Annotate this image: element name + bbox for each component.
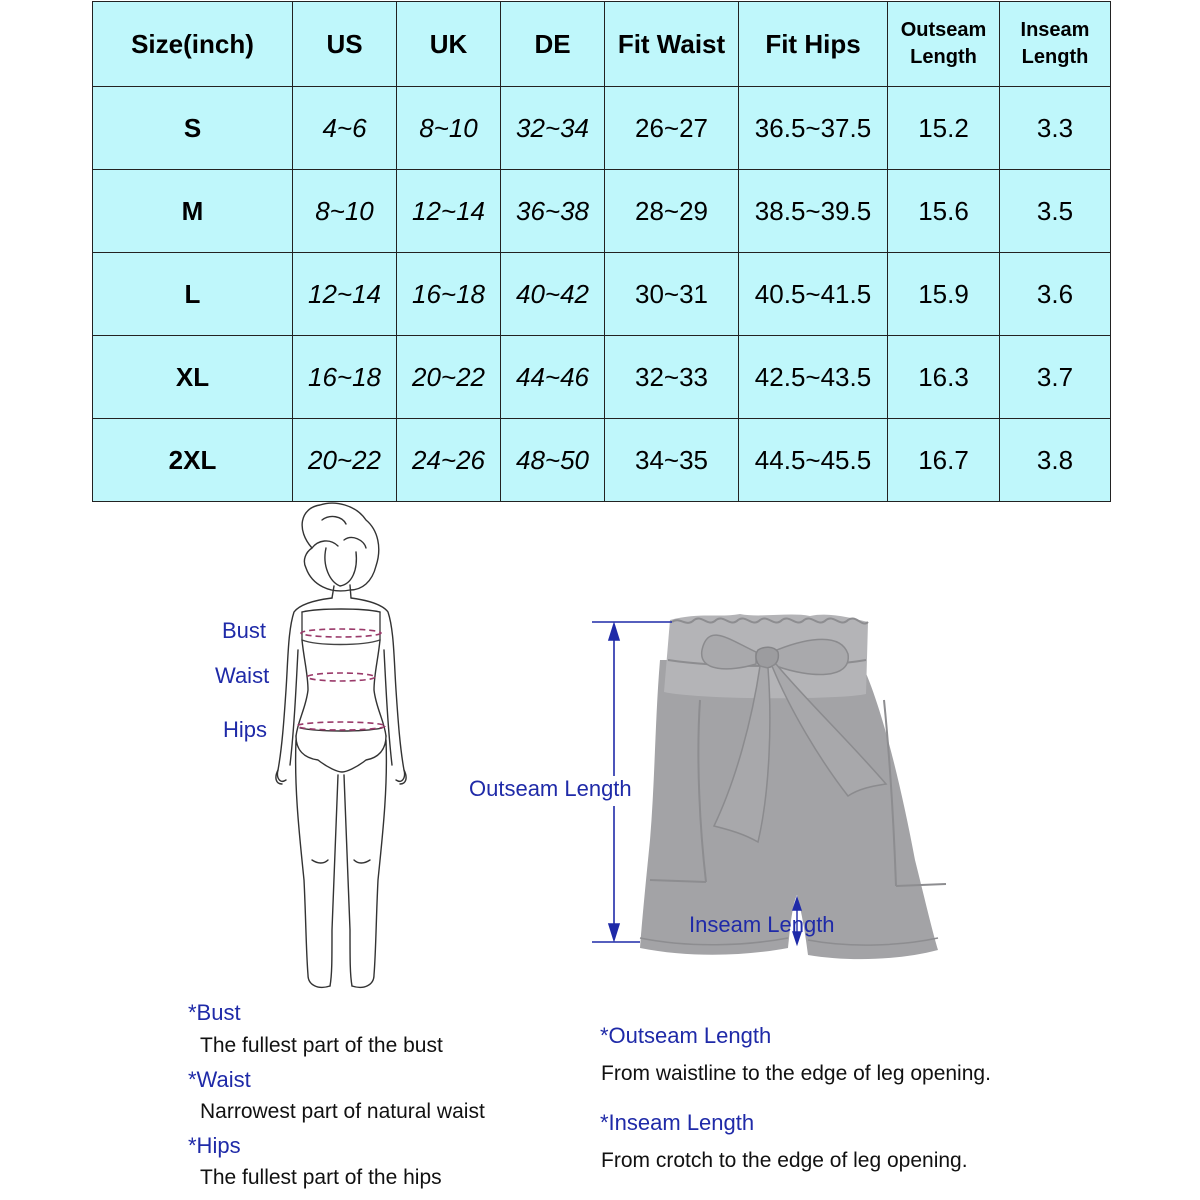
cell-us: 8~10 <box>293 170 397 253</box>
cell-de: 32~34 <box>501 87 605 170</box>
hips-label: Hips <box>223 717 268 742</box>
cell-de: 36~38 <box>501 170 605 253</box>
cell-size: S <box>93 87 293 170</box>
cell-fit-hips: 42.5~43.5 <box>739 336 888 419</box>
outseam-label: Outseam Length <box>469 776 632 801</box>
header-inseam-text: Inseam Length <box>1020 19 1090 68</box>
cell-de: 48~50 <box>501 419 605 502</box>
cell-outseam: 15.2 <box>888 87 1000 170</box>
cell-uk: 24~26 <box>397 419 501 502</box>
note-inseam-title: *Inseam Length <box>600 1110 755 1135</box>
inseam-label: Inseam Length <box>689 912 835 937</box>
cell-de: 44~46 <box>501 336 605 419</box>
header-fit-hips: Fit Hips <box>739 2 888 87</box>
note-outseam-title: *Outseam Length <box>600 1023 772 1048</box>
cell-fit-waist: 26~27 <box>605 87 739 170</box>
cell-fit-hips: 40.5~41.5 <box>739 253 888 336</box>
cell-size: XL <box>93 336 293 419</box>
header-de: DE <box>501 2 605 87</box>
cell-uk: 16~18 <box>397 253 501 336</box>
note-inseam-text: From crotch to the edge of leg opening. <box>601 1149 968 1172</box>
cell-fit-waist: 34~35 <box>605 419 739 502</box>
cell-us: 16~18 <box>293 336 397 419</box>
cell-de: 40~42 <box>501 253 605 336</box>
cell-us: 20~22 <box>293 419 397 502</box>
cell-outseam: 15.9 <box>888 253 1000 336</box>
cell-inseam: 3.5 <box>1000 170 1111 253</box>
cell-fit-hips: 36.5~37.5 <box>739 87 888 170</box>
cell-uk: 12~14 <box>397 170 501 253</box>
cell-size: L <box>93 253 293 336</box>
cell-outseam: 16.7 <box>888 419 1000 502</box>
cell-uk: 20~22 <box>397 336 501 419</box>
header-outseam-text: Outseam Length <box>900 19 987 68</box>
cell-uk: 8~10 <box>397 87 501 170</box>
cell-us: 4~6 <box>293 87 397 170</box>
cell-size: 2XL <box>93 419 293 502</box>
note-outseam-text: From waistline to the edge of leg opening. <box>601 1062 991 1085</box>
header-size: Size(inch) <box>93 2 293 87</box>
cell-fit-waist: 32~33 <box>605 336 739 419</box>
cell-inseam: 3.8 <box>1000 419 1111 502</box>
note-hips-title: *Hips <box>188 1133 241 1158</box>
cell-inseam: 3.3 <box>1000 87 1111 170</box>
cell-inseam: 3.6 <box>1000 253 1111 336</box>
bust-label: Bust <box>222 618 267 643</box>
cell-fit-hips: 38.5~39.5 <box>739 170 888 253</box>
cell-fit-waist: 30~31 <box>605 253 739 336</box>
cell-inseam: 3.7 <box>1000 336 1111 419</box>
note-hips-text: The fullest part of the hips <box>200 1166 442 1189</box>
header-us: US <box>293 2 397 87</box>
header-uk: UK <box>397 2 501 87</box>
cell-fit-waist: 28~29 <box>605 170 739 253</box>
note-bust-title: *Bust <box>188 1000 241 1025</box>
note-waist-text: Narrowest part of natural waist <box>200 1100 485 1123</box>
waist-label: Waist <box>215 663 270 688</box>
note-waist-title: *Waist <box>188 1067 251 1092</box>
cell-outseam: 16.3 <box>888 336 1000 419</box>
note-bust-text: The fullest part of the bust <box>200 1034 443 1057</box>
cell-outseam: 15.6 <box>888 170 1000 253</box>
cell-size: M <box>93 170 293 253</box>
cell-fit-hips: 44.5~45.5 <box>739 419 888 502</box>
cell-us: 12~14 <box>293 253 397 336</box>
header-fit-waist: Fit Waist <box>605 2 739 87</box>
